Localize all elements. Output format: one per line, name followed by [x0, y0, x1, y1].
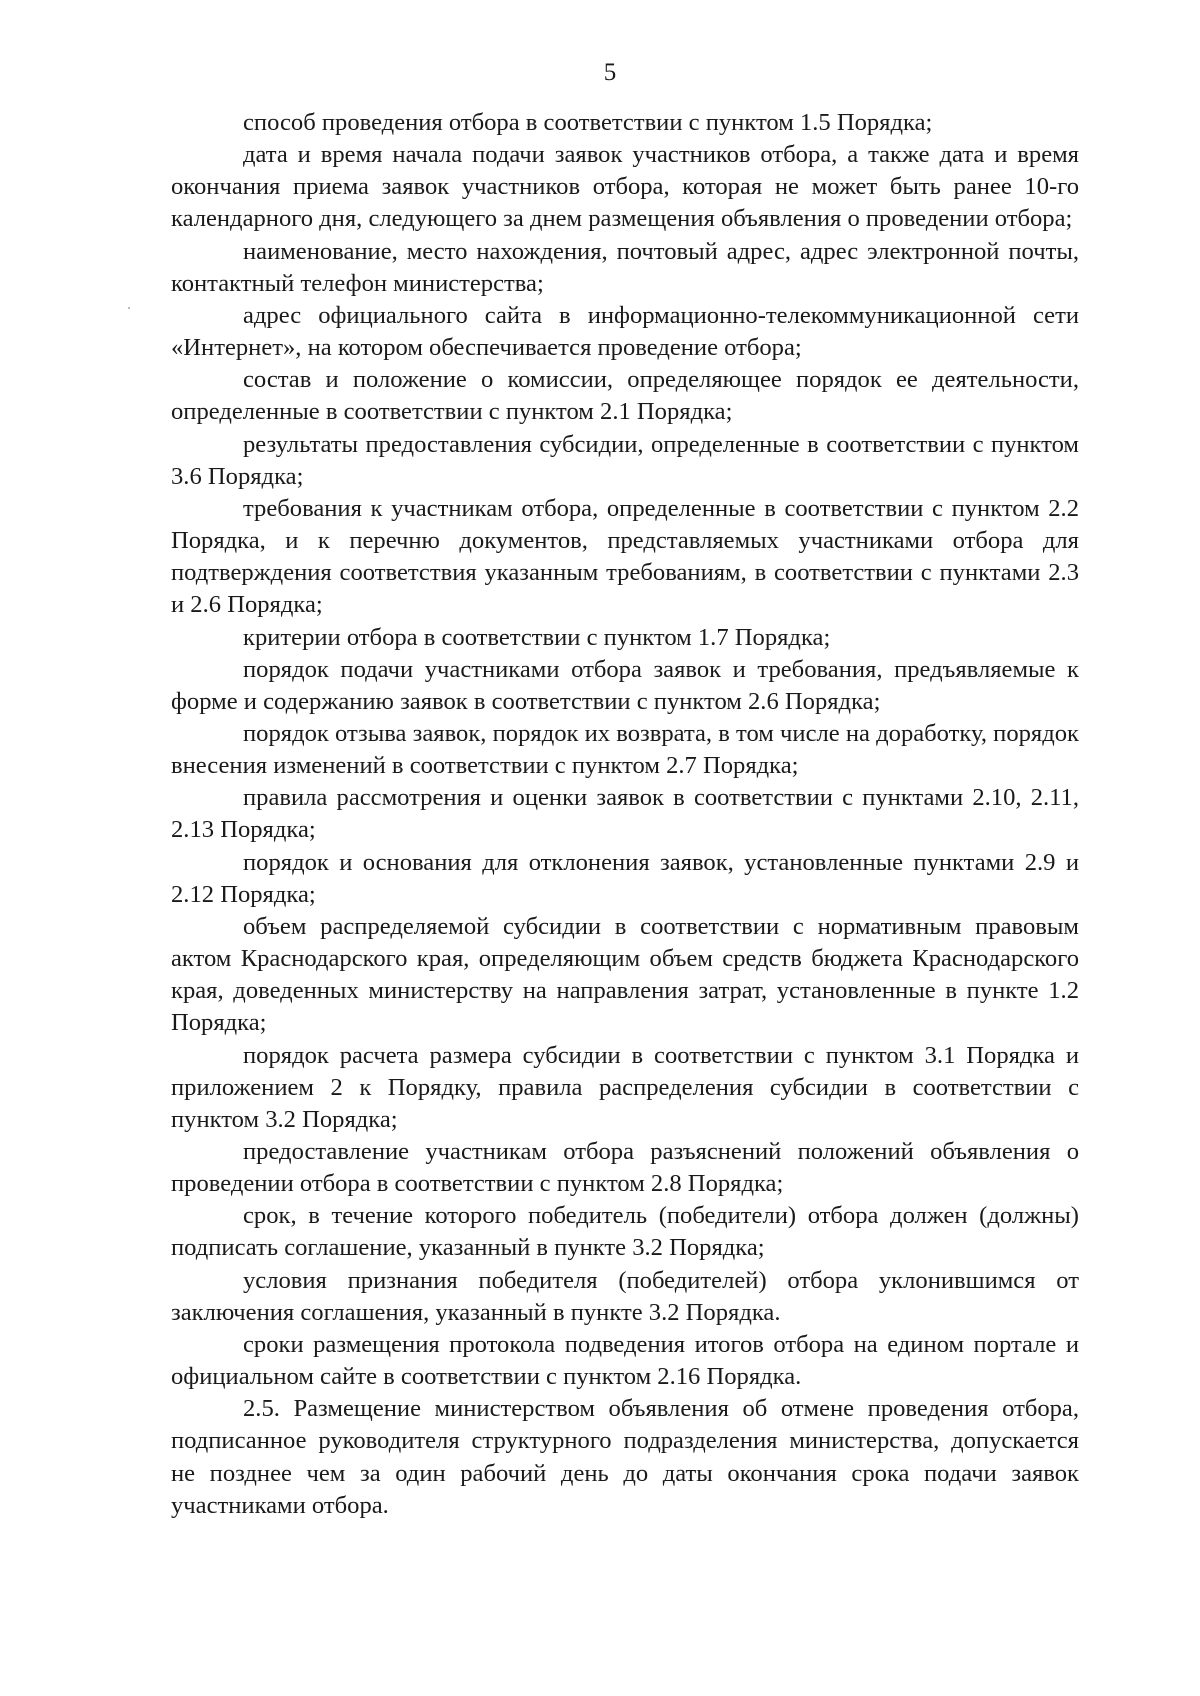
- paragraph-application-procedure: порядок подачи участниками отбора заявок и требования, предъявляемые к форме и содержанию заявок в соответствии с пунктом 2.6 Порядка;: [171, 655, 1079, 715]
- document-body: [171, 107, 1079, 1522]
- paragraph-application-dates: дата и время начала подачи заявок участников отбора, а также дата и время окончания приема заявок участников отбора, которая не может быть ранее 10-го календарного дня, следующего за днем размещения объявления о проведении отбора;: [171, 141, 1079, 233]
- paragraph-cancellation-notice: 2.5. Размещение министерством объявления об отмене проведения отбора, подписанное руководителя структурного подразделения министерства, допускается не позднее чем за один рабочий день до даты окончания срока подачи заявок участниками отбора.: [171, 1395, 1079, 1519]
- paragraph-rejection-grounds: порядок и основания для отклонения заявок, установленные пунктами 2.9 и 2.12 Порядка;: [171, 848, 1079, 908]
- paragraph-selection-method: способ проведения отбора в соответствии с пунктом 1.5 Порядка;: [243, 109, 933, 136]
- paragraph-subsidy-calculation: порядок расчета размера субсидии в соответствии с пунктом 3.1 Порядка и приложением 2 к Порядку, правила распределения субсидии в соответствии с пунктом 3.2 Порядка;: [171, 1041, 1079, 1133]
- page-number: 5: [603, 59, 617, 86]
- paragraph-ministry-contacts: наименование, место нахождения, почтовый адрес, адрес электронной почты, контактный телефон министерства;: [171, 237, 1079, 297]
- paragraph-selection-criteria: критерии отбора в соответствии с пунктом 1.7 Порядка;: [243, 623, 831, 651]
- paragraph-evasion-conditions: условия признания победителя (победителей) отбора уклонившимся от заключения соглашения, указанный в пункте 3.2 Порядка.: [171, 1266, 1079, 1326]
- paragraph-subsidy-results: результаты предоставления субсидии, определенные в соответствии с пунктом 3.6 Порядка;: [171, 430, 1079, 490]
- paragraph-withdrawal-procedure: порядок отзыва заявок, порядок их возврата, в том числе на доработку, порядок внесения изменений в соответствии с пунктом 2.7 Порядка;: [171, 719, 1079, 780]
- paragraph-participant-requirements: требования к участникам отбора, определенные в соответствии с пунктом 2.2 Порядка, и к перечню документов, представляемых участниками отбора для подтверждения соответствия указанным требованиям, в соответствии с пунктами 2.3 и 2.6 Порядка;: [171, 494, 1079, 619]
- paragraph-clarifications: предоставление участникам отбора разъяснений положений объявления о проведении отбора в соответствии с пунктом 2.8 Порядка;: [171, 1138, 1079, 1198]
- paragraph-review-rules: правила рассмотрения и оценки заявок в соответствии с пунктами 2.10, 2.11, 2.13 Порядка;: [171, 784, 1079, 844]
- scan-speck: [128, 307, 130, 309]
- paragraph-agreement-deadline: срок, в течение которого победитель (победители) отбора должен (должны) подписать соглашение, указанный в пункте 3.2 Порядка;: [171, 1202, 1079, 1262]
- paragraph-subsidy-volume: объем распределяемой субсидии в соответствии с нормативным правовым актом Краснодарского края, определяющим объем средств бюджета Краснодарского края, доведенных министерству на направления затрат, установленные в пункте 1.2 Порядка;: [171, 912, 1079, 1037]
- paragraph-protocol-deadlines: сроки размещения протокола подведения итогов отбора на едином портале и официальном сайте в соответствии с пунктом 2.16 Порядка.: [171, 1330, 1079, 1391]
- paragraph-commission: состав и положение о комиссии, определяющее порядок ее деятельности, определенные в соответствии с пунктом 2.1 Порядка;: [171, 366, 1079, 426]
- paragraph-official-site: адрес официального сайта в информационно-телекоммуникационной сети «Интернет», на котором обеспечивается проведение отбора;: [171, 301, 1079, 362]
